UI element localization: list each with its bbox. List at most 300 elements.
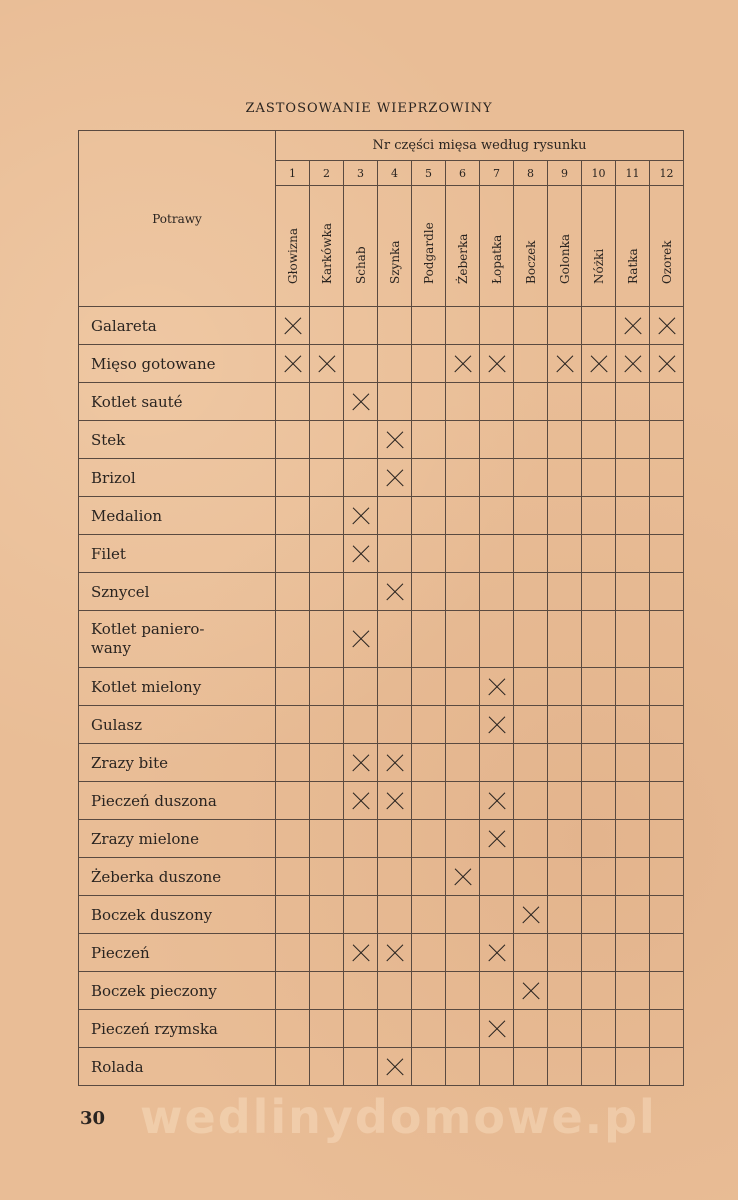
table-row (79, 972, 684, 1010)
x-mark-icon (624, 355, 642, 373)
x-mark-icon (488, 1020, 506, 1038)
mark-cell (480, 421, 514, 459)
dish-name: Pieczeń duszona (79, 782, 276, 820)
mark-cell (344, 706, 378, 744)
mark-cell (446, 573, 480, 611)
mark-cell (650, 307, 684, 345)
table-row (79, 535, 684, 573)
dish-name: Kotlet mielony (79, 668, 276, 706)
x-mark-icon (352, 754, 370, 772)
mark-cell (310, 668, 344, 706)
mark-cell (650, 934, 684, 972)
dish-name: Żeberka duszone (79, 858, 276, 896)
table-body (79, 307, 684, 1086)
mark-cell (310, 896, 344, 934)
mark-cell (514, 896, 548, 934)
x-mark-icon (454, 355, 472, 373)
mark-cell (514, 459, 548, 497)
mark-cell (412, 1048, 446, 1086)
mark-cell (344, 668, 378, 706)
mark-cell (514, 820, 548, 858)
mark-cell (412, 896, 446, 934)
part-number-1: 1 (276, 161, 310, 186)
mark-cell (650, 345, 684, 383)
mark-cell (650, 573, 684, 611)
mark-cell (446, 858, 480, 896)
dish-name: Kotlet sauté (79, 383, 276, 421)
part-name-11 (616, 186, 650, 307)
mark-cell (548, 934, 582, 972)
table-row (79, 668, 684, 706)
table-row (79, 1010, 684, 1048)
mark-cell (446, 706, 480, 744)
mark-cell (446, 497, 480, 535)
part-name-label: Szynka (387, 240, 402, 284)
part-name-4 (378, 186, 412, 307)
dish-name: Kotlet paniero- wany (79, 611, 276, 668)
table-row (79, 706, 684, 744)
mark-cell (310, 345, 344, 383)
mark-cell (548, 421, 582, 459)
table-row (79, 307, 684, 345)
x-mark-icon (488, 678, 506, 696)
mark-cell (650, 497, 684, 535)
mark-cell (582, 896, 616, 934)
mark-cell (412, 782, 446, 820)
mark-cell (514, 782, 548, 820)
mark-cell (514, 934, 548, 972)
mark-cell (616, 421, 650, 459)
mark-cell (650, 611, 684, 668)
mark-cell (480, 858, 514, 896)
part-name-label: Głowizna (285, 227, 300, 284)
x-mark-icon (284, 317, 302, 335)
mark-cell (650, 668, 684, 706)
dish-name: Medalion (79, 497, 276, 535)
mark-cell (548, 744, 582, 782)
x-mark-icon (386, 583, 404, 601)
mark-cell (480, 573, 514, 611)
mark-cell (276, 611, 310, 668)
mark-cell (344, 744, 378, 782)
mark-cell (412, 706, 446, 744)
mark-cell (412, 972, 446, 1010)
mark-cell (650, 459, 684, 497)
mark-cell (582, 421, 616, 459)
mark-cell (582, 934, 616, 972)
mark-cell (378, 744, 412, 782)
mark-cell (412, 307, 446, 345)
mark-cell (582, 345, 616, 383)
dish-name: Stek (79, 421, 276, 459)
mark-cell (548, 782, 582, 820)
mark-cell (344, 421, 378, 459)
mark-cell (650, 972, 684, 1010)
mark-cell (276, 858, 310, 896)
parts-group-header: Nr części mięsa według rysunku (276, 131, 684, 161)
mark-cell (514, 421, 548, 459)
part-name-12 (650, 186, 684, 307)
table-row (79, 820, 684, 858)
part-number-8: 8 (514, 161, 548, 186)
mark-cell (446, 611, 480, 668)
table-row (79, 744, 684, 782)
mark-cell (548, 820, 582, 858)
mark-cell (276, 820, 310, 858)
mark-cell (344, 459, 378, 497)
mark-cell (412, 858, 446, 896)
table-row (79, 1048, 684, 1086)
mark-cell (310, 858, 344, 896)
x-mark-icon (386, 1058, 404, 1076)
table-row (79, 896, 684, 934)
mark-cell (480, 611, 514, 668)
part-number-10: 10 (582, 161, 616, 186)
dishes-header: Potrawy (79, 131, 276, 307)
x-mark-icon (590, 355, 608, 373)
mark-cell (310, 744, 344, 782)
mark-cell (412, 611, 446, 668)
dish-name: Boczek pieczony (79, 972, 276, 1010)
mark-cell (548, 307, 582, 345)
mark-cell (378, 307, 412, 345)
part-name-5 (412, 186, 446, 307)
part-name-label: Żeberka (455, 233, 470, 284)
x-mark-icon (488, 944, 506, 962)
x-mark-icon (386, 469, 404, 487)
mark-cell (650, 1048, 684, 1086)
mark-cell (412, 668, 446, 706)
mark-cell (378, 782, 412, 820)
x-mark-icon (658, 317, 676, 335)
part-number-5: 5 (412, 161, 446, 186)
x-mark-icon (386, 792, 404, 810)
mark-cell (378, 668, 412, 706)
mark-cell (514, 706, 548, 744)
x-mark-icon (522, 906, 540, 924)
mark-cell (616, 744, 650, 782)
mark-cell (446, 535, 480, 573)
mark-cell (548, 706, 582, 744)
mark-cell (344, 383, 378, 421)
mark-cell (378, 573, 412, 611)
part-number-4: 4 (378, 161, 412, 186)
part-number-11: 11 (616, 161, 650, 186)
mark-cell (582, 972, 616, 1010)
mark-cell (548, 668, 582, 706)
mark-cell (650, 820, 684, 858)
mark-cell (276, 934, 310, 972)
mark-cell (276, 535, 310, 573)
mark-cell (378, 535, 412, 573)
dish-name: Rolada (79, 1048, 276, 1086)
x-mark-icon (386, 754, 404, 772)
mark-cell (344, 307, 378, 345)
mark-cell (480, 459, 514, 497)
x-mark-icon (352, 393, 370, 411)
mark-cell (514, 497, 548, 535)
mark-cell (276, 1048, 310, 1086)
mark-cell (276, 972, 310, 1010)
mark-cell (616, 706, 650, 744)
mark-cell (616, 858, 650, 896)
part-name-label: Ratka (625, 248, 640, 284)
x-mark-icon (488, 830, 506, 848)
mark-cell (480, 744, 514, 782)
part-name-label: Ozorek (659, 240, 674, 284)
mark-cell (310, 1010, 344, 1048)
mark-cell (548, 1010, 582, 1048)
mark-cell (514, 307, 548, 345)
mark-cell (616, 459, 650, 497)
mark-cell (276, 744, 310, 782)
mark-cell (480, 307, 514, 345)
mark-cell (446, 934, 480, 972)
part-name-10 (582, 186, 616, 307)
mark-cell (616, 820, 650, 858)
part-name-8 (514, 186, 548, 307)
page-title: ZASTOSOWANIE WIEPRZOWINY (245, 101, 493, 116)
mark-cell (582, 459, 616, 497)
mark-cell (514, 573, 548, 611)
mark-cell (344, 497, 378, 535)
mark-cell (378, 459, 412, 497)
mark-cell (616, 972, 650, 1010)
mark-cell (616, 1010, 650, 1048)
part-name-label: Schab (353, 246, 368, 284)
mark-cell (310, 611, 344, 668)
table-row (79, 383, 684, 421)
mark-cell (378, 820, 412, 858)
x-mark-icon (454, 868, 472, 886)
table-row (79, 573, 684, 611)
mark-cell (480, 820, 514, 858)
mark-cell (378, 1010, 412, 1048)
mark-cell (378, 497, 412, 535)
mark-cell (582, 744, 616, 782)
table-row (79, 497, 684, 535)
mark-cell (378, 345, 412, 383)
mark-cell (514, 744, 548, 782)
mark-cell (480, 934, 514, 972)
part-name-2 (310, 186, 344, 307)
mark-cell (344, 972, 378, 1010)
mark-cell (548, 345, 582, 383)
table-row (79, 459, 684, 497)
mark-cell (446, 459, 480, 497)
mark-cell (412, 345, 446, 383)
part-name-label: Podgardle (421, 222, 436, 284)
part-number-6: 6 (446, 161, 480, 186)
dish-name: Sznycel (79, 573, 276, 611)
mark-cell (548, 972, 582, 1010)
mark-cell (446, 820, 480, 858)
mark-cell (276, 421, 310, 459)
mark-cell (514, 345, 548, 383)
mark-cell (310, 421, 344, 459)
mark-cell (650, 383, 684, 421)
mark-cell (378, 421, 412, 459)
table-row (79, 345, 684, 383)
dish-name: Pieczeń (79, 934, 276, 972)
mark-cell (548, 896, 582, 934)
mark-cell (412, 934, 446, 972)
mark-cell (616, 383, 650, 421)
table-row (79, 858, 684, 896)
mark-cell (480, 1048, 514, 1086)
mark-cell (344, 1010, 378, 1048)
mark-cell (446, 782, 480, 820)
mark-cell (480, 383, 514, 421)
part-number-12: 12 (650, 161, 684, 186)
mark-cell (344, 858, 378, 896)
x-mark-icon (658, 355, 676, 373)
mark-cell (378, 972, 412, 1010)
mark-cell (412, 383, 446, 421)
dish-name: Brizol (79, 459, 276, 497)
mark-cell (412, 421, 446, 459)
part-number-2: 2 (310, 161, 344, 186)
mark-cell (310, 459, 344, 497)
mark-cell (276, 706, 310, 744)
mark-cell (582, 383, 616, 421)
mark-cell (616, 345, 650, 383)
part-name-7 (480, 186, 514, 307)
mark-cell (276, 345, 310, 383)
mark-cell (514, 1048, 548, 1086)
mark-cell (650, 744, 684, 782)
mark-cell (514, 1010, 548, 1048)
mark-cell (276, 497, 310, 535)
table-row (79, 421, 684, 459)
mark-cell (480, 896, 514, 934)
mark-cell (582, 820, 616, 858)
mark-cell (616, 934, 650, 972)
mark-cell (548, 858, 582, 896)
mark-cell (650, 858, 684, 896)
mark-cell (446, 421, 480, 459)
mark-cell (582, 858, 616, 896)
usage-table (78, 130, 684, 1086)
mark-cell (582, 782, 616, 820)
x-mark-icon (624, 317, 642, 335)
mark-cell (514, 668, 548, 706)
mark-cell (310, 820, 344, 858)
mark-cell (548, 573, 582, 611)
mark-cell (310, 307, 344, 345)
x-mark-icon (488, 355, 506, 373)
mark-cell (276, 896, 310, 934)
table-row (79, 611, 684, 668)
mark-cell (276, 1010, 310, 1048)
mark-cell (344, 896, 378, 934)
part-name-6 (446, 186, 480, 307)
mark-cell (616, 668, 650, 706)
mark-cell (650, 1010, 684, 1048)
mark-cell (378, 858, 412, 896)
mark-cell (514, 972, 548, 1010)
mark-cell (344, 934, 378, 972)
mark-cell (616, 1048, 650, 1086)
mark-cell (548, 497, 582, 535)
mark-cell (480, 1010, 514, 1048)
mark-cell (310, 383, 344, 421)
mark-cell (514, 858, 548, 896)
part-name-label: Nóżki (591, 248, 606, 284)
watermark: wedlinydomowe.pl (140, 1090, 657, 1144)
dish-name: Boczek duszony (79, 896, 276, 934)
mark-cell (582, 573, 616, 611)
mark-cell (650, 782, 684, 820)
mark-cell (514, 535, 548, 573)
mark-cell (446, 896, 480, 934)
part-name-1 (276, 186, 310, 307)
part-name-label: Karkówka (319, 222, 334, 284)
mark-cell (344, 573, 378, 611)
x-mark-icon (352, 944, 370, 962)
x-mark-icon (386, 944, 404, 962)
part-name-label: Boczek (523, 240, 538, 284)
mark-cell (480, 706, 514, 744)
mark-cell (446, 1010, 480, 1048)
x-mark-icon (522, 982, 540, 1000)
mark-cell (582, 307, 616, 345)
mark-cell (276, 307, 310, 345)
mark-cell (446, 307, 480, 345)
mark-cell (276, 459, 310, 497)
part-number-7: 7 (480, 161, 514, 186)
dish-name: Pieczeń rzymska (79, 1010, 276, 1048)
mark-cell (378, 896, 412, 934)
mark-cell (310, 573, 344, 611)
mark-cell (514, 611, 548, 668)
part-name-label: Golonka (557, 233, 572, 284)
mark-cell (650, 535, 684, 573)
x-mark-icon (284, 355, 302, 373)
mark-cell (616, 782, 650, 820)
mark-cell (344, 611, 378, 668)
mark-cell (378, 706, 412, 744)
mark-cell (480, 535, 514, 573)
mark-cell (310, 934, 344, 972)
x-mark-icon (318, 355, 336, 373)
mark-cell (582, 706, 616, 744)
mark-cell (582, 1010, 616, 1048)
x-mark-icon (352, 545, 370, 563)
mark-cell (548, 459, 582, 497)
mark-cell (446, 383, 480, 421)
mark-cell (480, 782, 514, 820)
mark-cell (616, 573, 650, 611)
mark-cell (446, 972, 480, 1010)
mark-cell (650, 421, 684, 459)
mark-cell (276, 573, 310, 611)
x-mark-icon (488, 792, 506, 810)
part-number-9: 9 (548, 161, 582, 186)
part-name-9 (548, 186, 582, 307)
table-row (79, 934, 684, 972)
mark-cell (650, 706, 684, 744)
mark-cell (310, 1048, 344, 1086)
mark-cell (310, 497, 344, 535)
mark-cell (582, 497, 616, 535)
mark-cell (310, 782, 344, 820)
mark-cell (548, 535, 582, 573)
mark-cell (582, 611, 616, 668)
mark-cell (344, 782, 378, 820)
mark-cell (480, 972, 514, 1010)
mark-cell (616, 611, 650, 668)
